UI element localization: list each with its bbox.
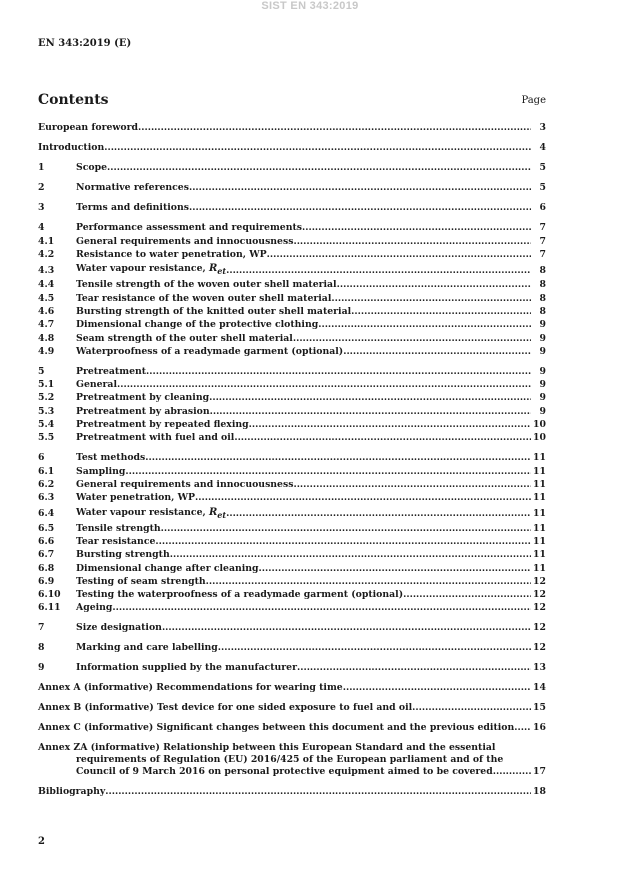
toc-entry[interactable] xyxy=(38,162,546,174)
dot-leader xyxy=(514,722,531,734)
toc-entry-title xyxy=(76,549,170,561)
toc-entry-page: 11 xyxy=(533,492,546,504)
toc-entry-title-text: Terms and definitions xyxy=(76,202,189,214)
toc-entry-title-text: Pretreatment by cleaning xyxy=(76,392,210,404)
symbol-r: R xyxy=(208,506,218,518)
toc-entry-title-text: Bursting strength xyxy=(76,549,170,561)
symbol-subscript: et xyxy=(217,266,227,277)
toc-entry[interactable] xyxy=(38,419,546,431)
symbol-r: R xyxy=(208,263,218,275)
toc-entry-annex-za[interactable] xyxy=(38,742,546,778)
toc-entry-title-text: Scope xyxy=(76,162,107,174)
annex-za-line-2: requirements of Regulation (EU) 2016/425 of the European parliament and of the xyxy=(76,754,504,766)
toc-entry[interactable] xyxy=(38,432,546,444)
toc-entry-page: 9 xyxy=(539,392,546,404)
document-id: EN 343:2019 (E) xyxy=(38,38,132,49)
dot-leader xyxy=(226,507,531,521)
toc-entry-number: 6.2 xyxy=(38,478,55,490)
dot-leader xyxy=(195,492,531,504)
toc-entry[interactable] xyxy=(38,279,546,291)
toc-entry[interactable] xyxy=(38,142,546,154)
toc-entry-page: 10 xyxy=(533,419,546,431)
toc-entry-title-text: Annex B (informative) Test device for one sided exposure to fuel and oil xyxy=(38,702,413,714)
toc-entry-title-text: Water vapour resistance, xyxy=(76,506,206,518)
dot-leader xyxy=(267,249,531,261)
toc-entry-title-text: Annex A (informative) Recommendations for wearing time xyxy=(38,682,343,694)
toc-entry-page: 4 xyxy=(539,142,546,154)
toc-entry[interactable] xyxy=(38,452,546,464)
contents-heading: Contents xyxy=(38,92,109,108)
toc-entry-title-text: Waterproofness of a readymade garment (optional) xyxy=(76,345,344,357)
toc-entry-title xyxy=(76,523,161,535)
toc-entry-title-text: Normative references xyxy=(76,182,189,194)
toc-entry-number: 4.9 xyxy=(38,345,55,357)
dot-leader xyxy=(209,392,531,404)
toc-entry-page: 7 xyxy=(539,235,546,247)
toc-entry-title xyxy=(38,682,343,694)
dot-leader xyxy=(331,293,531,305)
toc-entry-title-text: General xyxy=(76,379,117,391)
toc-entry-page: 16 xyxy=(533,722,546,734)
toc-entry-page: 6 xyxy=(539,202,546,214)
toc-entry-title xyxy=(76,622,162,634)
annex-za-line-1: Annex ZA (informative) Relationship between this European Standard and the essential xyxy=(38,742,496,754)
dot-leader xyxy=(343,682,531,694)
toc-entry-title-text: Tensile strength of the woven outer shell material xyxy=(76,279,337,291)
toc-entry[interactable] xyxy=(38,662,546,674)
toc-entry-title-text: Water penetration, WP xyxy=(76,492,195,504)
toc-entry-page: 12 xyxy=(533,589,546,601)
dot-leader xyxy=(112,602,531,614)
toc-entry-title xyxy=(76,222,302,234)
dot-leader xyxy=(293,479,531,491)
toc-entry-number: 8 xyxy=(38,642,45,654)
toc-entry-page: 9 xyxy=(539,379,546,391)
dot-leader xyxy=(403,589,531,601)
toc-entry[interactable] xyxy=(38,366,546,378)
toc-entry[interactable] xyxy=(38,293,546,305)
toc-entry-number: 6.4 xyxy=(38,508,55,520)
toc-entry-number: 7 xyxy=(38,622,45,634)
dot-leader xyxy=(104,142,531,154)
dot-leader xyxy=(138,122,531,134)
toc-entry-title xyxy=(76,182,189,194)
toc-entry-title xyxy=(76,432,234,444)
toc-entry[interactable] xyxy=(38,682,546,694)
toc-entry[interactable] xyxy=(38,202,546,214)
toc-entry-number: 4.5 xyxy=(38,292,55,304)
toc-entry-page: 11 xyxy=(533,478,546,490)
toc-entry[interactable] xyxy=(38,122,546,134)
toc-entry-number: 4.6 xyxy=(38,305,55,317)
toc-entry-number: 4.8 xyxy=(38,332,55,344)
toc-entry-number: 1 xyxy=(38,162,45,174)
toc-entry-page: 11 xyxy=(533,508,546,520)
toc-entry[interactable] xyxy=(38,702,546,714)
toc-entry-title xyxy=(76,392,209,404)
toc-entry-number: 4.3 xyxy=(38,265,55,277)
toc-entry-title xyxy=(76,333,293,345)
dot-leader xyxy=(259,563,531,575)
toc-entry-title-text: Tear resistance xyxy=(76,535,156,547)
annex-za-line-3-text: Council of 9 March 2016 on personal protective equipment aimed to be covered xyxy=(76,766,493,778)
toc-entry-number: 4.7 xyxy=(38,319,55,331)
toc-entry-title-text: Seam strength of the outer shell material xyxy=(76,332,293,344)
dot-leader xyxy=(293,236,531,248)
dot-leader xyxy=(161,523,531,535)
dot-leader xyxy=(210,406,531,418)
dot-leader xyxy=(297,662,531,674)
toc-entry-title xyxy=(76,662,297,674)
toc-entry-number: 4.1 xyxy=(38,235,55,247)
toc-entry[interactable] xyxy=(38,563,546,575)
toc-entry-page: 3 xyxy=(539,122,546,134)
toc-entry-title-text: General requirements and innocuousness xyxy=(76,235,294,247)
toc-entry-title xyxy=(76,202,189,214)
toc-entry-number: 3 xyxy=(38,202,45,214)
toc-entry-title-text: Pretreatment xyxy=(76,365,147,377)
toc-entry-number: 4.2 xyxy=(38,248,55,260)
toc-entry-page: 10 xyxy=(533,432,546,444)
toc-entry-number: 5.3 xyxy=(38,405,55,417)
toc-entry-number: 6.8 xyxy=(38,562,55,574)
toc-entry-title-text: Testing of seam strength xyxy=(76,575,206,587)
dot-leader xyxy=(125,466,531,478)
toc-entry-title xyxy=(76,406,210,418)
dot-leader xyxy=(249,419,531,431)
toc-entry-title-text: Introduction xyxy=(38,142,105,154)
toc-entry-title-text: Performance assessment and requirements xyxy=(76,222,302,234)
toc-entry-title-text: Bursting strength of the knitted outer shell material xyxy=(76,305,352,317)
toc-entry[interactable] xyxy=(38,576,546,588)
toc-entry-title xyxy=(76,642,218,654)
toc-entry-number: 5 xyxy=(38,365,45,377)
toc-entry[interactable] xyxy=(38,319,546,331)
toc-entry-title xyxy=(76,576,206,588)
toc-entry-title-text: Test methods xyxy=(76,452,146,464)
toc-entry-title xyxy=(76,563,259,575)
toc-entry[interactable] xyxy=(38,466,546,478)
toc-entry[interactable] xyxy=(38,479,546,491)
toc-entry[interactable] xyxy=(38,492,546,504)
toc-entry-page: 12 xyxy=(533,575,546,587)
toc-entry[interactable] xyxy=(38,379,546,391)
toc-entry-title xyxy=(76,319,318,331)
toc-entry-title-text: General requirements and innocuousness xyxy=(76,478,294,490)
toc-entry-page: 12 xyxy=(533,642,546,654)
toc-entry-page: 9 xyxy=(539,405,546,417)
toc-entry-title xyxy=(76,279,337,291)
dot-leader xyxy=(146,366,531,378)
toc-entry-page: 15 xyxy=(533,702,546,714)
toc-entry-page: 11 xyxy=(533,465,546,477)
dot-leader xyxy=(105,786,531,798)
toc-entry-title xyxy=(76,236,293,248)
toc-entry-title xyxy=(76,262,226,278)
toc-entry-number: 6.6 xyxy=(38,535,55,547)
toc-entry-title-text: Water vapour resistance, xyxy=(76,263,206,275)
toc-entry-title xyxy=(76,506,226,522)
toc-entry[interactable] xyxy=(38,392,546,404)
dot-leader xyxy=(170,549,531,561)
toc-entry-page: 9 xyxy=(539,365,546,377)
toc-entry[interactable] xyxy=(38,222,546,234)
toc-entry[interactable] xyxy=(38,589,546,601)
toc-entry-page: 7 xyxy=(539,248,546,260)
toc-entry-page: 8 xyxy=(539,305,546,317)
toc-entry-title xyxy=(76,366,146,378)
toc-entry-page: 11 xyxy=(533,535,546,547)
toc-entry-title-text: Size designation xyxy=(76,622,162,634)
toc-entry-title-text: Sampling xyxy=(76,465,126,477)
toc-entry-number: 6.5 xyxy=(38,522,55,534)
toc-entry-page: 5 xyxy=(539,162,546,174)
dot-leader xyxy=(117,379,531,391)
toc-entry-number: 5.4 xyxy=(38,419,55,431)
toc-entry-page: 8 xyxy=(539,292,546,304)
toc-entry-page: 9 xyxy=(539,319,546,331)
dot-leader xyxy=(189,182,531,194)
dot-leader xyxy=(318,319,531,331)
toc-entry[interactable] xyxy=(38,406,546,418)
toc-entry-number: 6.9 xyxy=(38,575,55,587)
toc-entry-number: 6.11 xyxy=(38,602,61,614)
dot-leader xyxy=(206,576,531,588)
toc-entry-title xyxy=(38,722,514,734)
toc-entry-number: 9 xyxy=(38,662,45,674)
toc-entry-page: 11 xyxy=(533,452,546,464)
toc-entry[interactable] xyxy=(38,182,546,194)
toc-entry-title-text: European foreword xyxy=(38,122,138,134)
toc-entry[interactable] xyxy=(38,262,546,278)
page-number: 2 xyxy=(38,836,45,847)
toc-entry-title xyxy=(76,466,125,478)
dot-leader xyxy=(293,333,531,345)
toc-entry-title-text: Pretreatment by abrasion xyxy=(76,405,210,417)
toc-entry-title xyxy=(76,536,155,548)
toc-entry-title xyxy=(76,452,145,464)
toc-entry-title-text: Pretreatment with fuel and oil xyxy=(76,432,235,444)
toc-entry-title xyxy=(76,492,195,504)
toc-entry-page: 11 xyxy=(533,522,546,534)
toc-entry-title-text: Resistance to water penetration, WP xyxy=(76,248,267,260)
toc-entry-page: 11 xyxy=(533,562,546,574)
toc-entry-number: 2 xyxy=(38,182,45,194)
toc-entry-number: 5.2 xyxy=(38,392,55,404)
toc-entry[interactable] xyxy=(38,536,546,548)
toc-entry-number: 4 xyxy=(38,222,45,234)
dot-leader xyxy=(351,306,531,318)
toc-entry[interactable] xyxy=(38,236,546,248)
dot-leader xyxy=(343,346,531,358)
toc-entry[interactable] xyxy=(38,602,546,614)
toc-entry-title-text: Testing the waterproofness of a readymade garment (optional) xyxy=(76,589,404,601)
toc-entry-title xyxy=(76,419,249,431)
toc-entry-page: 8 xyxy=(539,265,546,277)
toc-entry-title xyxy=(76,479,293,491)
toc-entry-title-text: Dimensional change of the protective clothing xyxy=(76,319,319,331)
toc-entry-title xyxy=(38,702,412,714)
toc-entry-page: 5 xyxy=(539,182,546,194)
toc-entry-page: 7 xyxy=(539,222,546,234)
dot-leader xyxy=(189,202,531,214)
toc-entry-page: 11 xyxy=(533,549,546,561)
toc-entry[interactable] xyxy=(38,506,546,522)
toc-entry-title xyxy=(76,293,331,305)
toc-entry-title xyxy=(38,122,138,134)
toc-entry-number: 6.10 xyxy=(38,589,61,601)
dot-leader xyxy=(226,264,531,278)
toc-entry[interactable] xyxy=(38,346,546,358)
dot-leader xyxy=(302,222,531,234)
toc-entry-number: 5.5 xyxy=(38,432,55,444)
toc-entry-title xyxy=(76,602,112,614)
toc-entry-title xyxy=(76,589,403,601)
dot-leader xyxy=(218,642,531,654)
toc-entry-page: 13 xyxy=(533,662,546,674)
toc-entry-number: 6.3 xyxy=(38,492,55,504)
toc-entry-number: 6.7 xyxy=(38,549,55,561)
toc-entry-title xyxy=(38,142,104,154)
toc-entry-title-text: Information supplied by the manufacturer xyxy=(76,662,297,674)
toc-entry[interactable] xyxy=(38,523,546,535)
dot-leader xyxy=(234,432,531,444)
page-column-label: Page xyxy=(521,95,546,106)
toc-entry-title-text: Pretreatment by repeated flexing xyxy=(76,419,249,431)
toc-entry-page: 12 xyxy=(533,602,546,614)
toc-entry[interactable] xyxy=(38,622,546,634)
dot-leader xyxy=(337,279,531,291)
toc-entry-title xyxy=(76,162,107,174)
dot-leader xyxy=(493,766,531,778)
toc-entry-page: 18 xyxy=(533,786,546,798)
toc-entry[interactable] xyxy=(38,722,546,734)
toc-entry-page: 17 xyxy=(533,766,546,778)
toc-entry-title xyxy=(76,346,343,358)
toc-entry[interactable] xyxy=(38,549,546,561)
toc-entry[interactable] xyxy=(38,333,546,345)
dot-leader xyxy=(145,452,531,464)
annex-za-line-3 xyxy=(38,766,546,778)
toc-entry-page: 9 xyxy=(539,332,546,344)
toc-entry-page: 14 xyxy=(533,682,546,694)
dot-leader xyxy=(155,536,531,548)
toc-entry-title-text: Tear resistance of the woven outer shell material xyxy=(76,292,332,304)
toc-entry[interactable] xyxy=(38,306,546,318)
toc-entry-number: 6 xyxy=(38,452,45,464)
toc-entry-page: 9 xyxy=(539,345,546,357)
dot-leader xyxy=(412,702,531,714)
toc-entry-title-text: Annex C (informative) Significant changes between this document and the previous edition xyxy=(38,722,515,734)
watermark: SIST EN 343:2019 xyxy=(261,0,359,12)
toc-entry-title xyxy=(76,379,117,391)
dot-leader xyxy=(162,622,531,634)
dot-leader xyxy=(107,162,531,174)
symbol-subscript: et xyxy=(217,509,227,520)
toc-entry-number: 6.1 xyxy=(38,465,55,477)
toc-entry-title-text: Marking and care labelling xyxy=(76,642,218,654)
toc-entry-title-text: Tensile strength xyxy=(76,522,161,534)
toc-entry-page: 12 xyxy=(533,622,546,634)
toc-entry-title-text: Dimensional change after cleaning xyxy=(76,562,259,574)
table-of-contents xyxy=(38,121,546,798)
toc-entry-number: 4.4 xyxy=(38,279,55,291)
toc-entry-title xyxy=(76,306,351,318)
toc-entry-title: Bibliography xyxy=(38,786,106,798)
toc-entry-title-text: Ageing xyxy=(76,602,113,614)
toc-entry[interactable] xyxy=(38,642,546,654)
toc-entry-title xyxy=(76,249,267,261)
toc-entry-page: 8 xyxy=(539,279,546,291)
toc-entry-number: 5.1 xyxy=(38,379,55,391)
toc-entry-bibliography[interactable] xyxy=(38,786,546,798)
toc-entry[interactable] xyxy=(38,249,546,261)
